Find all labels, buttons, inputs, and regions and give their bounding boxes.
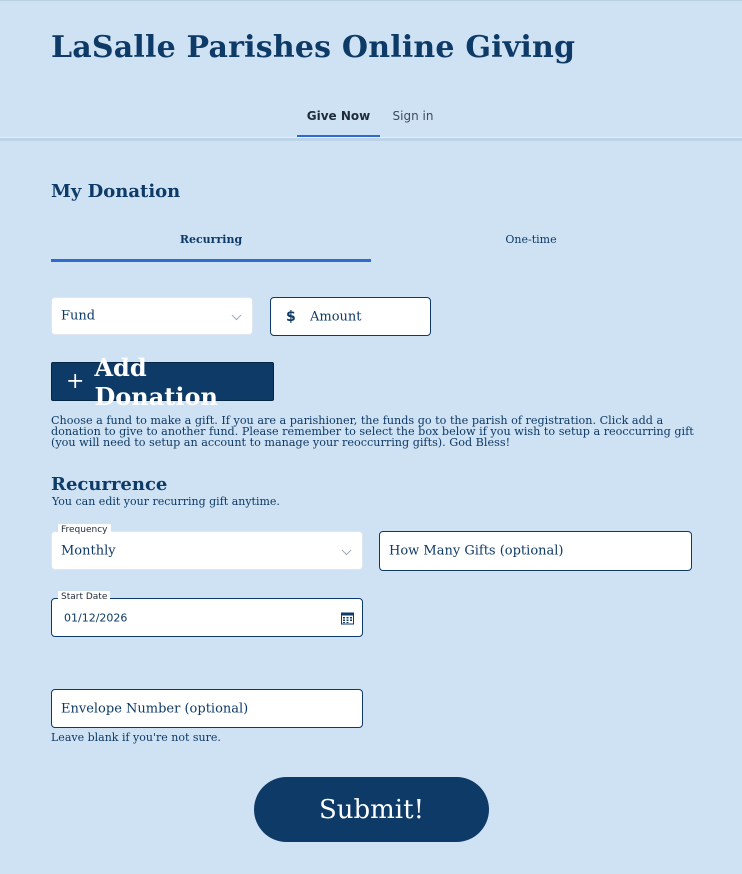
donation-help-text: Choose a fund to make a gift. If you are a parishioner, the funds go to the parish of registration. Click add a donation to give to another fund. Please remember to select the box below if you wish to setup a reoccurring gift (you will need to setup an account to manage your reoccurring gifts). God Bless! bbox=[51, 414, 694, 449]
chevron-down-icon bbox=[342, 545, 352, 555]
frequency-select[interactable] bbox=[51, 525, 363, 570]
frequency-label: Frequency bbox=[58, 524, 111, 536]
nav-divider bbox=[0, 137, 742, 141]
how-many-gifts-placeholder: How Many Gifts (optional) bbox=[389, 543, 564, 559]
my-donation-title: My Donation bbox=[51, 181, 181, 202]
amount-input[interactable] bbox=[270, 297, 431, 336]
top-nav bbox=[0, 100, 742, 138]
envelope-number-input[interactable] bbox=[51, 689, 363, 728]
add-donation-label: Add Donation bbox=[94, 352, 218, 411]
envelope-hint: Leave blank if you're not sure. bbox=[51, 731, 221, 744]
chevron-down-icon bbox=[232, 310, 242, 320]
calendar-icon[interactable] bbox=[341, 611, 354, 624]
site-title: LaSalle Parishes Online Giving bbox=[51, 30, 576, 65]
fund-select-value: Fund bbox=[61, 308, 96, 324]
start-date-label: Start Date bbox=[58, 591, 110, 603]
tab-sign-in[interactable]: Sign in bbox=[392, 109, 434, 123]
add-donation-button[interactable] bbox=[51, 352, 274, 411]
envelope-number-placeholder: Envelope Number (optional) bbox=[61, 701, 249, 716]
frequency-tabs bbox=[51, 228, 691, 262]
recurrence-title: Recurrence bbox=[51, 474, 168, 495]
plus-icon: + bbox=[66, 369, 85, 394]
tab-give-now[interactable]: Give Now bbox=[297, 100, 380, 137]
dollar-icon: $ bbox=[286, 308, 296, 325]
submit-button[interactable]: Submit! bbox=[254, 777, 489, 842]
frequency-value: Monthly bbox=[61, 543, 116, 558]
start-date-input[interactable] bbox=[51, 592, 363, 637]
tab-recurring[interactable]: Recurring bbox=[51, 228, 371, 262]
recurrence-subtitle: You can edit your recurring gift anytime. bbox=[52, 495, 280, 508]
top-border bbox=[0, 0, 742, 1]
tab-one-time[interactable]: One-time bbox=[505, 233, 557, 246]
amount-placeholder: Amount bbox=[310, 309, 362, 324]
start-date-value: 01/12/2026 bbox=[64, 611, 128, 624]
fund-select[interactable] bbox=[51, 297, 253, 335]
how-many-gifts-input[interactable] bbox=[379, 531, 692, 571]
